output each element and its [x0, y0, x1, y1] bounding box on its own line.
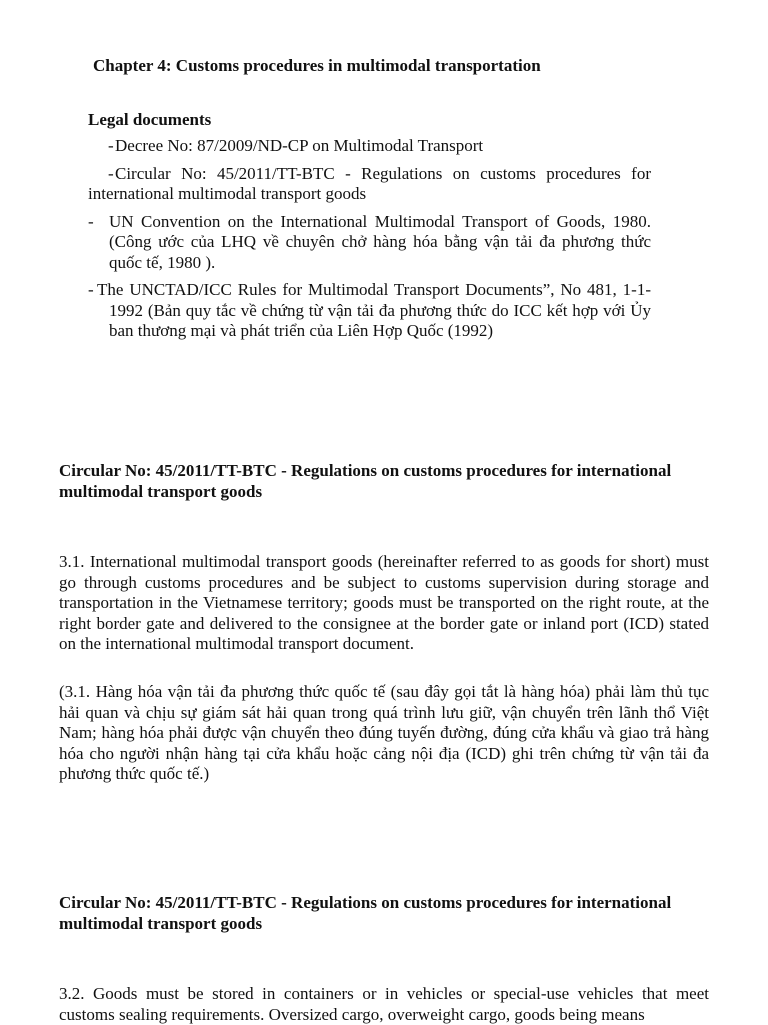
list-dash: -: [108, 163, 114, 183]
legal-documents-heading: Legal documents: [88, 110, 212, 129]
legal-item-text: Decree No: 87/2009/ND-CP on Multimodal Transport: [115, 136, 484, 155]
legal-documents-list: [88, 136, 651, 349]
legal-item-decree: [88, 136, 651, 157]
list-dash: -: [108, 136, 114, 155]
paragraph-3-2-english: 3.2. Goods must be stored in containers or in vehicles or special-use vehicles that meet customs sealing requirements. Oversized cargo, overweight cargo, goods being means: [59, 984, 709, 1024]
list-dash: -: [88, 280, 94, 299]
section-heading-circular-1: Circular No: 45/2011/TT-BTC - Regulations on customs procedures for international multimodal transport goods: [59, 461, 672, 501]
section-heading-circular-2: Circular No: 45/2011/TT-BTC - Regulations on customs procedures for international multimodal transport goods: [59, 893, 672, 933]
legal-item-un-convention: [88, 212, 651, 274]
chapter-title: Chapter 4: Customs procedures in multimodal transportation: [93, 56, 541, 75]
legal-item-text: The UNCTAD/ICC Rules for Multimodal Transport Documents”, No 481, 1-1-1992 (Bản quy tắc về chứng từ vận tải đa phương thức do ICC kết hợp với Ủy ban thương mại và phát triển của Liên Hợp Quốc (1992): [97, 280, 651, 340]
legal-item-text: Circular No: 45/2011/TT-BTC - Regulations on customs procedures for international multimodal transport goods: [88, 163, 651, 203]
list-dash: -: [88, 211, 94, 231]
legal-item-circular: [88, 164, 651, 205]
legal-item-text: UN Convention on the International Multimodal Transport of Goods, 1980. (Công ước của LHQ về chuyên chở hàng hóa bằng vận tải đa phương thức quốc tế, 1980 ).: [109, 211, 651, 272]
legal-item-unctad-rules: [88, 280, 651, 342]
paragraph-3-1-english: 3.1. International multimodal transport goods (hereinafter referred to as goods for short) must go through customs procedures and be subject to customs supervision during storage and transportation in the Vietnamese territory; goods must be transported on the right route, at the right border gate and delivered to the consignee at the border gate or inland port (ICD) stated on the international multimodal transport document.: [59, 552, 709, 653]
paragraph-3-1-vietnamese: (3.1. Hàng hóa vận tải đa phương thức quốc tế (sau đây gọi tắt là hàng hóa) phải làm thủ tục hải quan và chịu sự giám sát hải quan trong quá trình lưu giữ, vận chuyển trên lãnh thổ Việt Nam; hàng hóa phải được vận chuyển theo đúng tuyến đường, đúng cửa khẩu và giao trả hàng hóa cho người nhận hàng tại cửa khẩu hoặc cảng nội địa (ICD) ghi trên chứng từ vận tải đa phương thức quốc tế.): [59, 682, 709, 783]
